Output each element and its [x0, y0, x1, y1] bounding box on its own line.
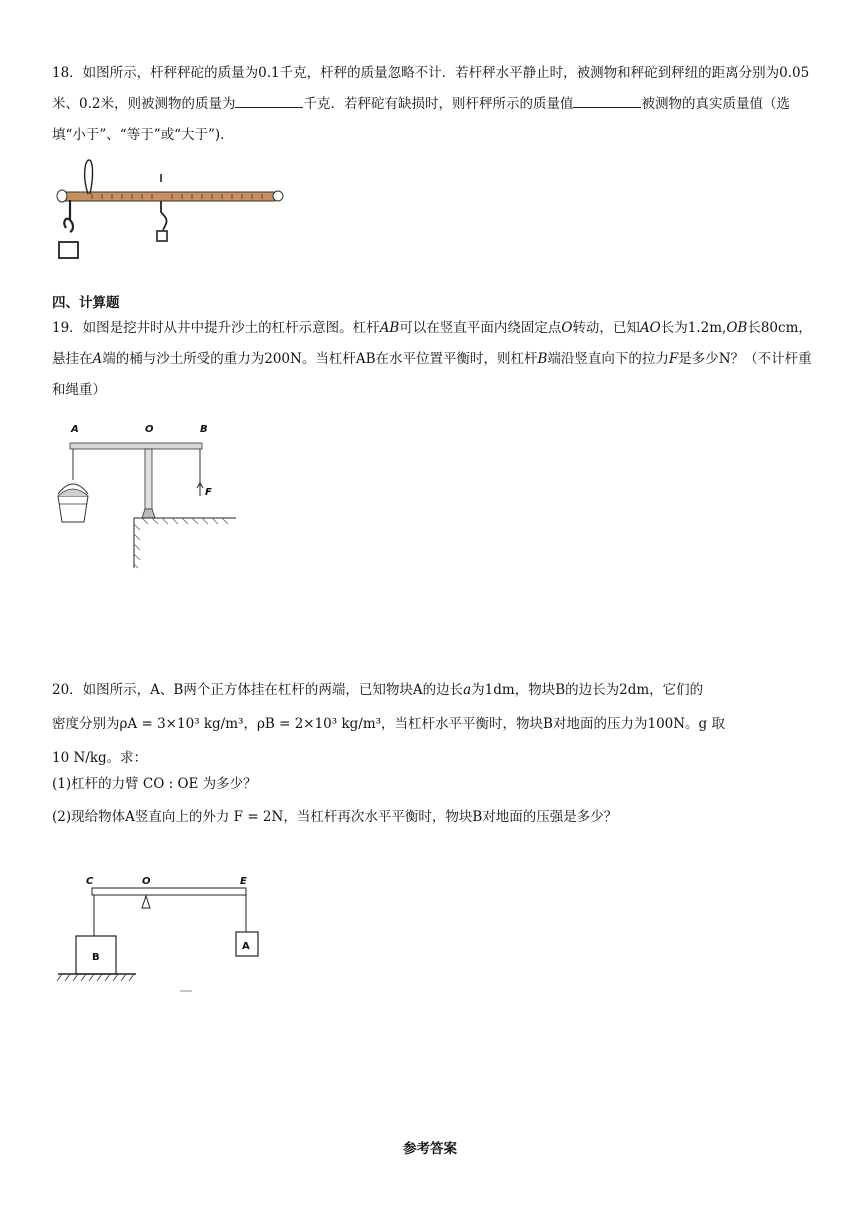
question-18: 18．如图所示，杆秤秤砣的质量为0.1千克，杆秤的质量忽略不计．若杆秤水平静止时，被测物和秤砣到秤纽的距离分别为0.05米、0.2米，则被测物的质量为 千克．若秤砣有缺损时，则杆秤所示的质量值 被测物的真实质量值（选填“小于”、“等于”或“大于”). — [52, 65, 810, 143]
fig20-label-o: O — [142, 876, 151, 887]
well-lever-figure — [50, 418, 240, 570]
fig19-label-b: B — [200, 424, 208, 435]
fig20-cube-a-label: A — [242, 941, 250, 952]
fig19-label-f: F — [205, 487, 212, 498]
fig20-label-c: C — [86, 876, 94, 887]
q20-sub-1: (1)杠杆的力臂 CO : OE 为多少？ — [52, 776, 257, 792]
fig20-label-e: E — [240, 876, 247, 887]
answer-title: 参考答案 — [403, 1141, 457, 1157]
q20-sub-2: (2)现给物体A竖直向上的外力 F = 2N，当杠杆再次水平平衡时，物块B对地面的压强是多少？ — [52, 809, 618, 825]
answer-blank-1[interactable] — [235, 93, 303, 108]
section-title: 四、计算题 — [52, 295, 120, 311]
fig19-label-o: O — [145, 424, 154, 435]
question-19: 19．如图是挖井时从井中提升沙土的杠杆示意图。杠杆AB可以在竖直平面内绕固定点O转动，已知AO长为1.2m,OB长80cm，悬挂在A端的桶与沙土所受的重力为200N。当杠杆AB在水平位置平衡时，则杠杆B端沿竖直向下的拉力F是多少N？（不计杆重和绳重） — [52, 320, 812, 398]
fig19-label-a: A — [71, 424, 79, 435]
two-cube-lever-figure — [52, 870, 272, 995]
question-20: 20．如图所示，A、B两个正方体挂在杠杆的两端，已知物块A的边长a为1dm，物块B的边长为2dm，它们的 密度分别为ρA = 3×10³ kg/m³，ρB = 2×10³ kg/m³，当杠杆水平平衡时，物块B对地面的压力为100N。g 取 10 N/kg。求： — [52, 682, 725, 766]
fig20-cube-b-label: B — [92, 952, 100, 963]
answer-blank-2[interactable] — [573, 93, 641, 108]
steelyard-figure — [52, 158, 292, 264]
